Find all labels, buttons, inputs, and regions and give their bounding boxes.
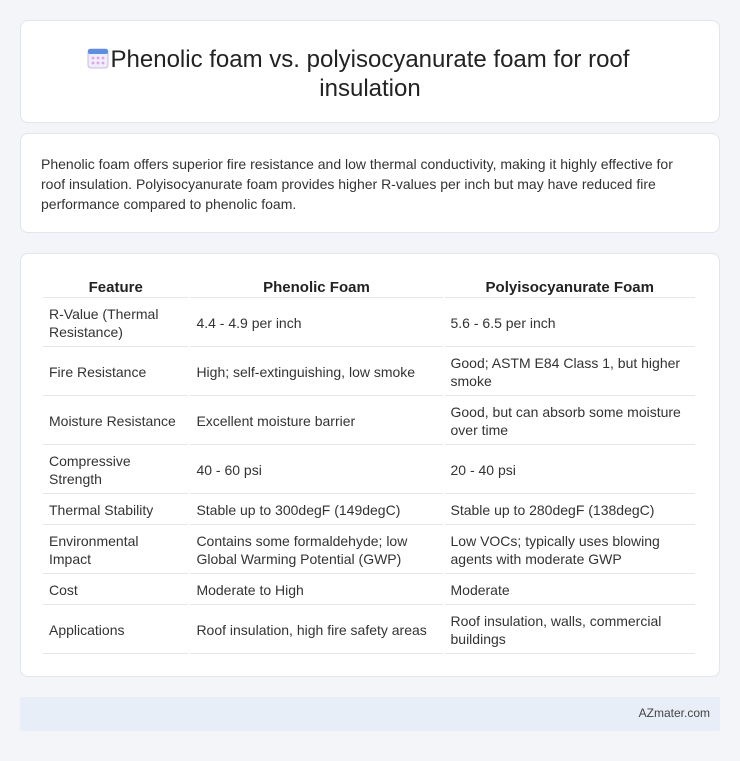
phenolic-cell: Roof insulation, high fire safety areas: [190, 607, 442, 654]
polyiso-cell: Moderate: [445, 576, 696, 605]
table-header-row: [43, 276, 695, 298]
comparison-table: [41, 274, 697, 656]
phenolic-cell: Stable up to 300degF (149degC): [190, 496, 442, 525]
table-row: [43, 300, 695, 347]
header-polyiso: Polyisocyanurate Foam: [445, 276, 696, 298]
table-row: [43, 576, 695, 605]
feature-cell: Compressive Strength: [43, 447, 188, 494]
header-phenolic: Phenolic Foam: [190, 276, 442, 298]
feature-cell: Moisture Resistance: [43, 398, 188, 445]
feature-cell: Environmental Impact: [43, 527, 188, 574]
phenolic-cell: Excellent moisture barrier: [190, 398, 442, 445]
table-row: [43, 496, 695, 525]
phenolic-cell: 4.4 - 4.9 per inch: [190, 300, 442, 347]
polyiso-cell: Roof insulation, walls, commercial buildings: [445, 607, 696, 654]
feature-cell: Fire Resistance: [43, 349, 188, 396]
table-row: [43, 607, 695, 654]
header-feature: Feature: [43, 276, 188, 298]
polyiso-cell: Good; ASTM E84 Class 1, but higher smoke: [445, 349, 696, 396]
phenolic-cell: Moderate to High: [190, 576, 442, 605]
table-row: [43, 398, 695, 445]
source-credit: AZmater.com: [638, 706, 710, 720]
polyiso-cell: 5.6 - 6.5 per inch: [445, 300, 696, 347]
phenolic-cell: High; self-extinguishing, low smoke: [190, 349, 442, 396]
summary-text: Phenolic foam offers superior fire resistance and low thermal conductivity, making it highly effective for roof insulation. Polyisocyanurate foam provides higher R-values per inch but may have reduced fire performance compared to phenolic foam.: [41, 156, 673, 212]
polyiso-cell: Good, but can absorb some moisture over time: [445, 398, 696, 445]
phenolic-cell: Contains some formaldehyde; low Global Warming Potential (GWP): [190, 527, 442, 574]
table-row: [43, 447, 695, 494]
footer-bar: [20, 697, 720, 731]
table-row: [43, 349, 695, 396]
feature-cell: Applications: [43, 607, 188, 654]
page-title: Phenolic foam vs. polyisocyanurate foam for roof insulation: [110, 46, 630, 102]
feature-cell: Thermal Stability: [43, 496, 188, 525]
table-row: [43, 527, 695, 574]
feature-cell: R-Value (Thermal Resistance): [43, 300, 188, 347]
title-card: [20, 20, 720, 123]
summary-card: [20, 133, 720, 233]
polyiso-cell: Low VOCs; typically uses blowing agents with moderate GWP: [445, 527, 696, 574]
comparison-card: [20, 253, 720, 677]
phenolic-cell: 40 - 60 psi: [190, 447, 442, 494]
polyiso-cell: Stable up to 280degF (138degC): [445, 496, 696, 525]
feature-cell: Cost: [43, 576, 188, 605]
polyiso-cell: 20 - 40 psi: [445, 447, 696, 494]
